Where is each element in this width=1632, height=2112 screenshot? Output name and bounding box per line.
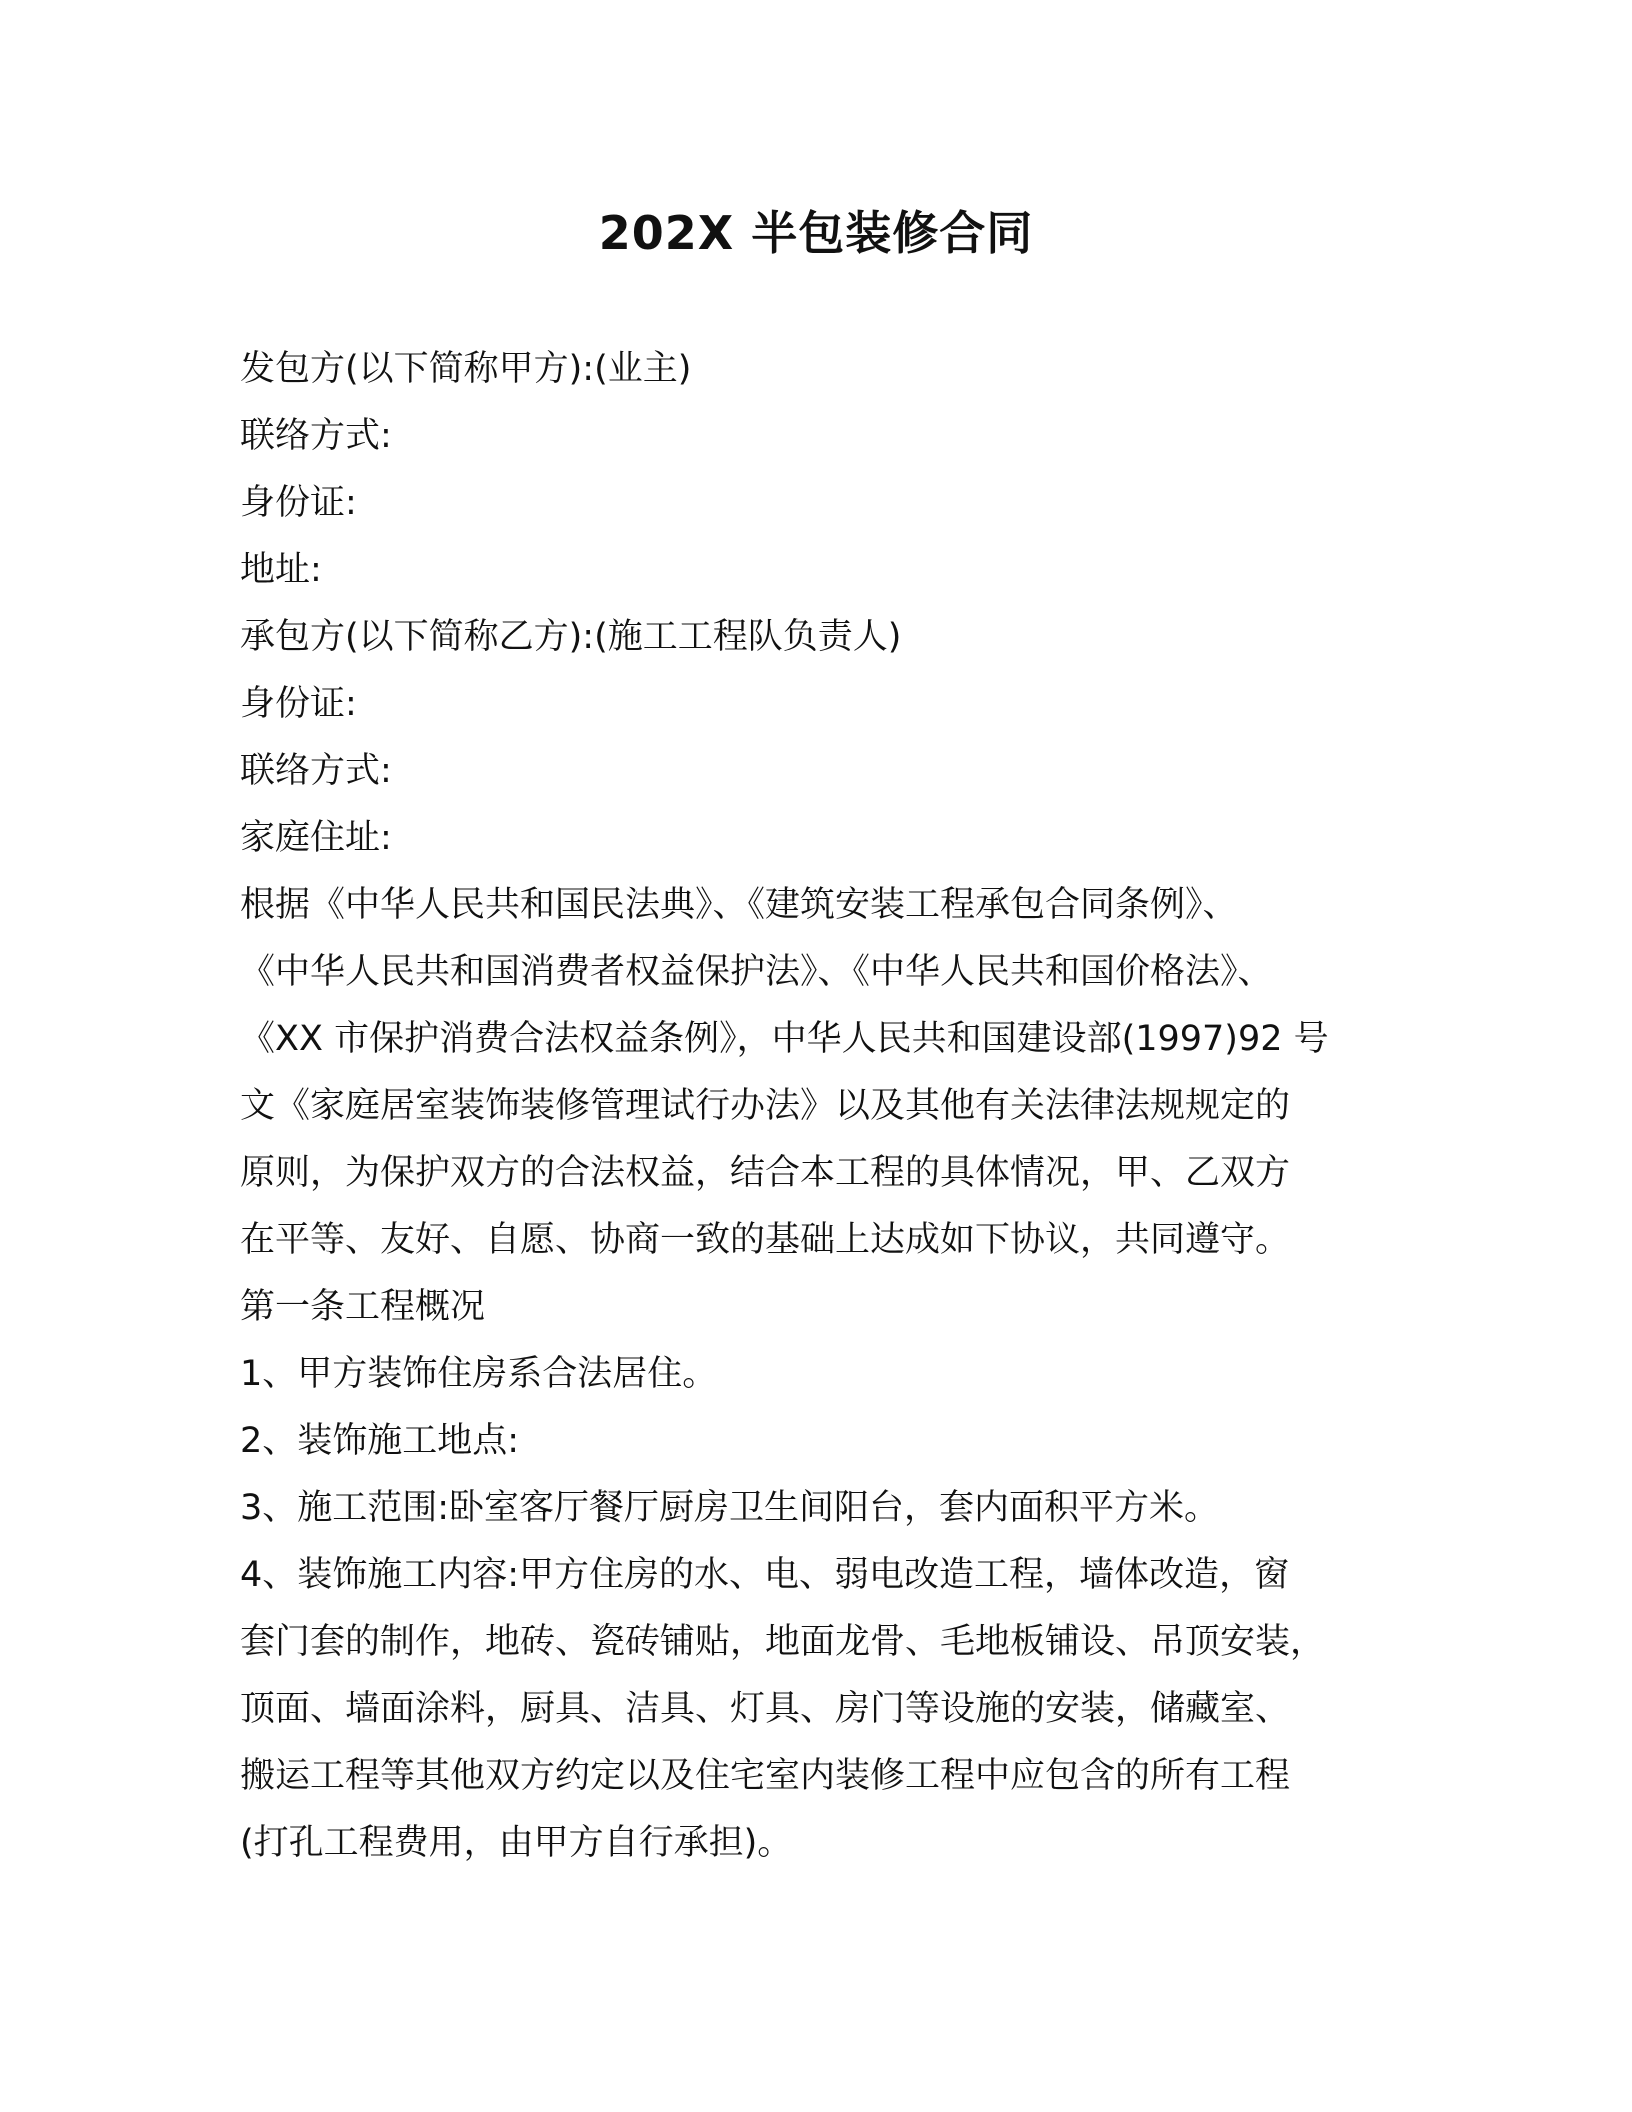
- clause-line: 4、装饰施工内容:甲方住房的水、电、弱电改造工程，墙体改造，窗: [240, 1555, 1290, 1595]
- party-a-contact-line: 联络方式:: [240, 416, 392, 456]
- party-a-line: 发包方(以下简称甲方):(业主): [240, 349, 692, 389]
- clause-line: 套门套的制作，地砖、瓷砖铺贴，地面龙骨、毛地板铺设、吊顶安装，: [240, 1622, 1326, 1662]
- party-b-contact-line: 联络方式:: [240, 751, 392, 791]
- preamble-line: 《中华人民共和国消费者权益保护法》、《中华人民共和国价格法》、: [240, 952, 1273, 992]
- clause-line: 1、甲方装饰住房系合法居住。: [240, 1354, 718, 1394]
- clause-line: 3、施工范围:卧室客厅餐厅厨房卫生间阳台，套内面积平方米。: [240, 1488, 1220, 1528]
- article-one-heading: 第一条工程概况: [240, 1287, 486, 1327]
- party-a-id-line: 身份证:: [240, 483, 357, 523]
- clause-line: (打孔工程费用，由甲方自行承担)。: [240, 1823, 793, 1863]
- preamble-line: 文《家庭居室装饰装修管理试行办法》以及其他有关法律法规规定的: [240, 1086, 1291, 1126]
- party-a-address-line: 地址:: [240, 550, 322, 590]
- preamble-line: 根据《中华人民共和国民法典》、《建筑安装工程承包合同条例》、: [240, 885, 1238, 925]
- document-title: 202X 半包装修合同: [598, 206, 1034, 260]
- preamble-line: 在平等、友好、自愿、协商一致的基础上达成如下协议，共同遵守。: [240, 1220, 1291, 1260]
- party-b-line: 承包方(以下简称乙方):(施工工程队负责人): [240, 617, 902, 657]
- preamble-line: 《XX 市保护消费合法权益条例》，中华人民共和国建设部(1997)92 号: [240, 1019, 1329, 1059]
- clause-line: 顶面、墙面涂料，厨具、洁具、灯具、房门等设施的安装，储藏室、: [240, 1689, 1291, 1729]
- document-body: [240, 336, 1400, 1877]
- party-b-id-line: 身份证:: [240, 684, 357, 724]
- party-b-address-line: 家庭住址:: [240, 818, 392, 858]
- clause-line: 2、装饰施工地点:: [240, 1421, 520, 1461]
- preamble-line: 原则，为保护双方的合法权益，结合本工程的具体情况，甲、乙双方: [240, 1153, 1291, 1193]
- clause-line: 搬运工程等其他双方约定以及住宅室内装修工程中应包含的所有工程: [240, 1756, 1291, 1796]
